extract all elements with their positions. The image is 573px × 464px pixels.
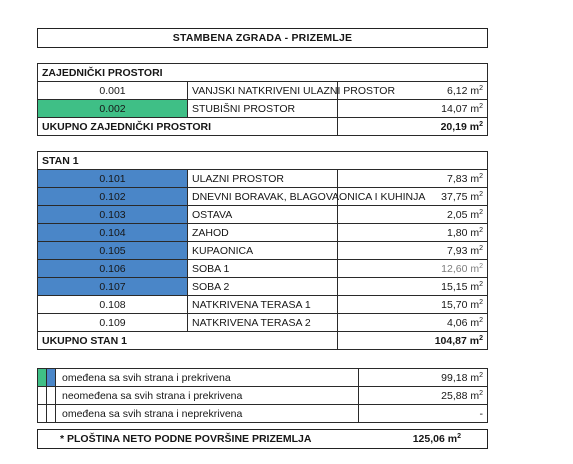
room-area: 15,70 $m^2$ xyxy=(338,296,488,314)
room-area: 4,06 $m^2$ xyxy=(338,314,488,332)
room-code: 0.109 xyxy=(38,314,188,332)
table-row xyxy=(38,314,488,332)
room-area: 14,07 $m^2$ xyxy=(338,100,488,118)
green-swatch xyxy=(38,369,47,387)
empty-swatch xyxy=(38,405,47,423)
room-name: ZAHOD xyxy=(188,224,338,242)
total-row xyxy=(38,332,488,350)
stan1-header: STAN 1 xyxy=(38,152,488,170)
room-name: NATKRIVENA TERASA 1 xyxy=(188,296,338,314)
room-name: ULAZNI PROSTOR xyxy=(188,170,338,188)
room-name: NATKRIVENA TERASA 2 xyxy=(188,314,338,332)
stan1-total-label: UKUPNO STAN 1 xyxy=(38,332,338,350)
legend-label: omeđena sa svih strana i neprekrivena xyxy=(56,405,359,423)
room-area: 7,93 $m^2$ xyxy=(338,242,488,260)
room-name: STUBIŠNI PROSTOR xyxy=(188,100,338,118)
empty-swatch xyxy=(47,387,56,405)
blue-swatch xyxy=(47,369,56,387)
legend-value: - xyxy=(359,405,488,423)
room-area: 6,12 $m^2$ xyxy=(338,82,488,100)
table-row xyxy=(38,278,488,296)
table-row xyxy=(38,170,488,188)
table-row xyxy=(38,260,488,278)
table-row xyxy=(38,100,488,118)
title-text: STAMBENA ZGRADA - PRIZEMLJE xyxy=(172,32,353,44)
room-name: SOBA 1 xyxy=(188,260,338,278)
legend-row xyxy=(38,405,488,423)
table-row xyxy=(38,224,488,242)
room-code: 0.108 xyxy=(38,296,188,314)
room-code: 0.002 xyxy=(38,100,188,118)
stan1-total-value: 104,87 $m^2$ xyxy=(338,332,488,350)
room-code: 0.101 xyxy=(38,170,188,188)
room-area: 1,80 $m^2$ xyxy=(338,224,488,242)
room-area: 37,75 $m^2$ xyxy=(338,188,488,206)
room-code: 0.106 xyxy=(38,260,188,278)
legend-value: 99,18 $m^2$ xyxy=(359,369,488,387)
summary-label: * PLOŠTINA NETO PODNE POVRŠINE PRIZEMLJA xyxy=(60,433,312,445)
legend-label: omeđena sa svih strana i prekrivena xyxy=(56,369,359,387)
empty-swatch xyxy=(47,405,56,423)
room-name: OSTAVA xyxy=(188,206,338,224)
table-row xyxy=(38,82,488,100)
legend-row xyxy=(38,369,488,387)
table-header-row xyxy=(38,152,488,170)
room-code: 0.105 xyxy=(38,242,188,260)
table-row xyxy=(38,242,488,260)
empty-swatch xyxy=(38,387,47,405)
common-total-label: UKUPNO ZAJEDNIČKI PROSTORI xyxy=(38,118,338,136)
room-name: SOBA 2 xyxy=(188,278,338,296)
room-code: 0.102 xyxy=(38,188,188,206)
room-name: DNEVNI BORAVAK, BLAGOVAONICA I KUHINJA xyxy=(188,188,338,206)
total-row xyxy=(38,118,488,136)
legend-label: neomeđena sa svih strana i prekrivena xyxy=(56,387,359,405)
legend-value: 25,88 $m^2$ xyxy=(359,387,488,405)
room-area: 12,60 $m^2$ xyxy=(338,260,488,278)
common-total-value: 20,19 $m^2$ xyxy=(338,118,488,136)
legend-table xyxy=(37,368,488,423)
legend-row xyxy=(38,387,488,405)
room-code: 0.104 xyxy=(38,224,188,242)
room-code: 0.001 xyxy=(38,82,188,100)
room-area: 7,83 $m^2$ xyxy=(338,170,488,188)
page-title xyxy=(37,28,488,48)
room-name: VANJSKI NATKRIVENI ULAZNI PROSTOR xyxy=(188,82,338,100)
room-code: 0.103 xyxy=(38,206,188,224)
table-row xyxy=(38,206,488,224)
common-header: ZAJEDNIČKI PROSTORI xyxy=(38,64,488,82)
room-code: 0.107 xyxy=(38,278,188,296)
room-name: KUPAONICA xyxy=(188,242,338,260)
net-area-summary xyxy=(37,429,488,449)
table-header-row xyxy=(38,64,488,82)
room-area: 2,05 $m^2$ xyxy=(338,206,488,224)
common-spaces-table xyxy=(37,63,488,136)
summary-value: 125,06 $m^2$ xyxy=(412,433,461,445)
stan1-table xyxy=(37,151,488,350)
room-area: 15,15 $m^2$ xyxy=(338,278,488,296)
table-row xyxy=(38,296,488,314)
table-row xyxy=(38,188,488,206)
